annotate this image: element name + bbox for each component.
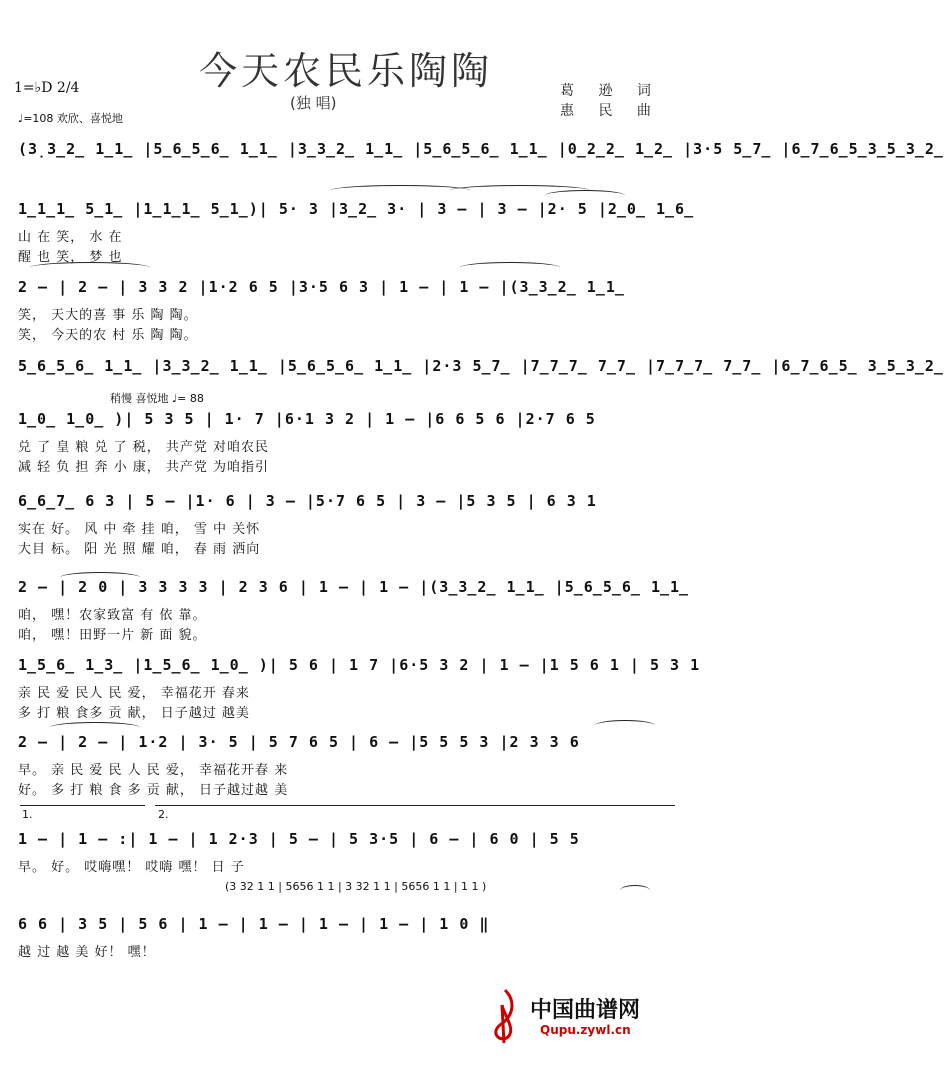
slur-arc [460,262,560,273]
logo-name: 中国曲谱网 [530,998,641,1023]
lyric-line: 好。 多 打 粮 食 多 贡 献， 日子越过越 美 [18,783,289,798]
lyric-line: 笑， 天大的喜 事 乐 陶 陶。 [18,308,198,323]
lyric-line: 咱， 嘿！农家致富 有 依 靠。 [18,608,207,623]
notation-row: 2 – | 2 – | 3 3 2 |1·2 6 5 |3·5 6 3 | 1 – | 1 – |(3̲3̲2̲ 1̲1̲ [18,278,625,296]
slur-arc [595,720,655,731]
slur-arc [545,190,625,201]
lyric-line: 减 轻 负 担 奔 小 康， 共产党 为咱指引 [18,460,270,475]
lyric-line: 实在 好。 风 中 牵 挂 咱， 雪 中 关怀 [18,522,261,537]
notation-row: 1̲1̲1̲ 5̲1̲ |1̲1̲1̲ 5̲1̲)| 5· 3 |3̲2̲ 3· | 3 – | 3 – |2· 5 |2̲0̲ 1̲6̲ [18,200,695,218]
lyric-line: 多 打 粮 食多 贡 献， 日子越过 越美 [18,706,250,721]
notation-row: 1̲5̲6̲ 1̲3̲ |1̲5̲6̲ 1̲0̲ )| 5 6 | 1 7 |6·5 3 2 | 1 – |1 5 6 1 | 5 3 1 [18,656,701,674]
volta-second: 2. [158,808,169,821]
cue-notes: (3 32 1 1 | 5656 1 1 | 3 32 1 1 | 5656 1 1 | 1 1 ) [225,880,487,893]
lyric-line: 咱， 嘿！田野一片 新 面 貌。 [18,628,207,643]
lyric-line: 越 过 越 美 好！ 嘿！ [18,945,156,960]
slur-arc [330,185,470,196]
slur-arc [50,722,140,733]
lyric-line: 山 在 笑， 水 在 [18,230,123,245]
composer-credit: 惠 民 曲 [560,103,661,119]
tempo-marking: ♩=108 欢欣、喜悦地 [18,112,123,125]
lyric-line: 亲 民 爱 民人 民 爱， 幸福花开 春来 [18,686,250,701]
notation-row: 6 6 | 3 5 | 5 6 | 1 – | 1 – | 1 – | 1 – | 1 0 ‖ [18,915,490,933]
lyric-line: 醒 也 笑， 梦 也 [18,250,123,265]
music-clef-icon [490,985,520,1045]
section-tempo-mark: 稍慢 喜悦地 ♩= 88 [110,392,204,405]
lyric-line: 早。 好。 哎嗨嘿！ 哎嗨 嘿！ 日 子 [18,860,245,875]
lyric-line: 早。 亲 民 爱 民 人 民 爱， 幸福花开春 来 [18,763,289,778]
notation-row: 6̲6̲7̲ 6 3 | 5 – |1· 6 | 3 – |5·7 6 5 | 3 – |5 3 5 | 6 3 1 [18,492,597,510]
page-title: 今天农民乐陶陶 [198,49,493,93]
notation-row: 2 – | 2 – | 1·2 | 3· 5 | 5 7 6 5 | 6 – |5 5 5 3 |2 3 3 6 [18,733,580,751]
slur-arc [620,885,650,896]
volta-first: 1. [22,808,33,821]
lyric-line: 笑， 今天的农 村 乐 陶 陶。 [18,328,198,343]
page-subtitle: (独 唱) [290,94,337,112]
notation-row: 1 – | 1 – :| 1 – | 1 2·3 | 5 – | 5 3·5 | 6 – | 6 0 | 5 5 [18,830,580,848]
notation-row: (3̣3̲2̲ 1̲1̲ |5̲6̲5̲6̲ 1̲1̲ |3̲3̲2̲ 1̲1̲ |5̲6̲5̲6̲ 1̲1̲ |0̲2̲2̲ 1̲2̲ |3·5 5̲7̲ |6̲7̲6̲5̲3̲5̲3̲2̲ [18,140,944,158]
notation-row: 2 – | 2 0 | 3 3 3 3 | 2 3 6 | 1 – | 1 – |(3̲3̲2̲ 1̲1̲ |5̲6̲5̲6̲ 1̲1̲ [18,578,690,596]
logo-url: Qupu.zywl.cn [540,1023,631,1037]
notation-row: 5̲6̲5̲6̲ 1̲1̲ |3̲3̲2̲ 1̲1̲ |5̲6̲5̲6̲ 1̲1̲ |2·3 5̲7̲ |7̲7̲7̲ 7̲7̲ |7̲7̲7̲ 7̲7̲ |6̲7̲6̲5̲ 3̲5̲3̲2̲ [18,357,944,375]
lyricist-credit: 葛 逊 词 [560,83,661,99]
lyric-line: 兑 了 皇 粮 兑 了 税， 共产党 对咱农民 [18,440,270,455]
slur-arc [60,572,140,583]
lyric-line: 大目 标。 阳 光 照 耀 咱， 春 雨 洒向 [18,542,261,557]
notation-row: 1̲0̲ 1̲0̲ )| 5 3 5 | 1· 7 |6·1 3 2 | 1 – |6 6 5 6 |2·7 6 5 [18,410,596,428]
key-signature: 1=♭D 2/4 [14,80,80,96]
slur-arc [30,262,150,273]
